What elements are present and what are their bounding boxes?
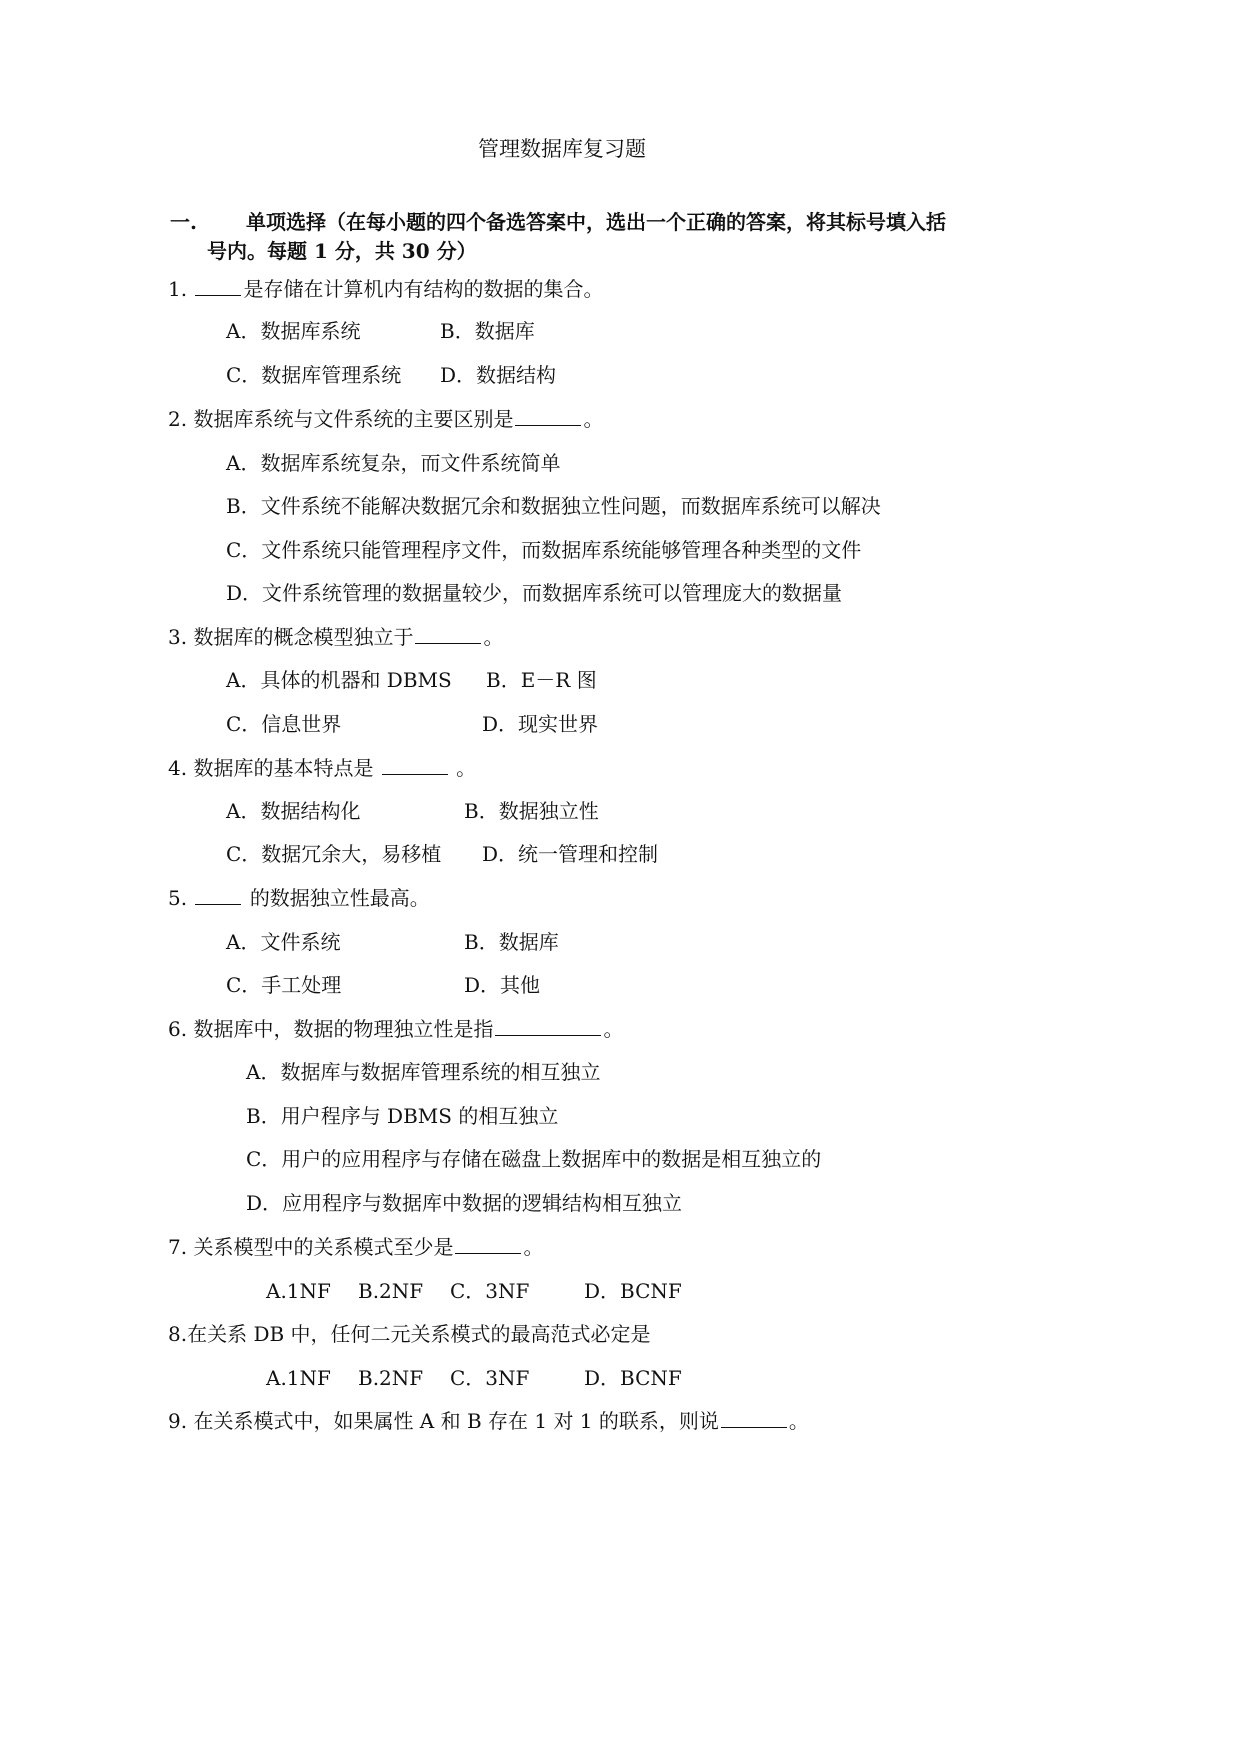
section-number: 一.: [170, 210, 197, 234]
question-text-after: 。: [523, 1235, 544, 1259]
answer-blank: [195, 277, 241, 296]
question-text-after: 。: [583, 407, 604, 431]
question-text: 8.在关系 DB 中，任何二元关系模式的最高范式必定是: [168, 1322, 651, 1346]
question-text: 9. 在关系模式中，如果属性 A 和 B 存在 1 对 1 的联系，则说: [168, 1409, 719, 1433]
question-text-after: 。: [788, 1409, 809, 1433]
question-9: [168, 1409, 809, 1433]
answer-blank: [195, 886, 241, 905]
question-3: [168, 625, 503, 649]
option-8b: B.2NF: [358, 1366, 424, 1390]
option-7d: D．BCNF: [584, 1279, 682, 1303]
answer-blank: [495, 1017, 601, 1036]
question-text: 2. 数据库系统与文件系统的主要区别是: [168, 407, 514, 431]
option-2c: C．文件系统只能管理程序文件，而数据库系统能够管理各种类型的文件: [226, 538, 862, 562]
option-6c: C．用户的应用程序与存储在磁盘上数据库中的数据是相互独立的: [246, 1147, 822, 1171]
option-3c: C．信息世界: [226, 712, 342, 736]
option-1a: A．数据库系统: [226, 319, 361, 343]
question-text: 1.: [168, 277, 188, 301]
question-text: 4. 数据库的基本特点是: [168, 756, 374, 780]
option-3b: B．E－R 图: [486, 668, 597, 692]
question-1: [168, 277, 603, 301]
option-8a: A.1NF: [266, 1366, 331, 1390]
question-8: [168, 1322, 651, 1346]
option-4c: C．数据冗余大，易移植: [226, 842, 442, 866]
question-2: [168, 407, 603, 431]
option-7a: A.1NF: [266, 1279, 331, 1303]
option-7b: B.2NF: [358, 1279, 424, 1303]
question-text: 5.: [168, 886, 188, 910]
question-text-after: 。: [456, 756, 477, 780]
option-8d: D．BCNF: [584, 1366, 682, 1390]
question-text-after: 。: [603, 1017, 624, 1041]
question-text: 3. 数据库的概念模型独立于: [168, 625, 414, 649]
option-5b: B．数据库: [464, 930, 559, 954]
option-2b: B．文件系统不能解决数据冗余和数据独立性问题，而数据库系统可以解决: [226, 494, 881, 518]
option-3d: D．现实世界: [482, 712, 599, 736]
option-1c: C．数据库管理系统: [226, 363, 402, 387]
question-text-after: 。: [483, 625, 504, 649]
section-heading-line2: 号内。每题 1 分，共 30 分）: [207, 239, 477, 263]
option-4a: A．数据结构化: [226, 799, 361, 823]
option-4b: B．数据独立性: [464, 799, 599, 823]
option-4d: D．统一管理和控制: [482, 842, 659, 866]
option-2a: A．数据库系统复杂，而文件系统简单: [226, 451, 561, 475]
option-1b: B．数据库: [440, 319, 535, 343]
option-2d: D．文件系统管理的数据量较少，而数据库系统可以管理庞大的数据量: [226, 581, 843, 605]
question-4: [168, 756, 476, 780]
option-1d: D．数据结构: [440, 363, 557, 387]
option-5c: C．手工处理: [226, 973, 342, 997]
question-text: 6. 数据库中，数据的物理独立性是指: [168, 1017, 494, 1041]
page-title: 管理数据库复习题: [478, 137, 646, 161]
answer-blank: [515, 407, 581, 426]
option-7c: C．3NF: [450, 1279, 530, 1303]
answer-blank: [382, 756, 448, 775]
question-text: 7. 关系模型中的关系模式至少是: [168, 1235, 454, 1259]
option-8c: C．3NF: [450, 1366, 530, 1390]
answer-blank: [721, 1409, 787, 1428]
option-6a: A．数据库与数据库管理系统的相互独立: [246, 1060, 601, 1084]
question-6: [168, 1017, 623, 1041]
question-7: [168, 1235, 543, 1259]
question-5: [168, 886, 430, 910]
option-6d: D．应用程序与数据库中数据的逻辑结构相互独立: [246, 1191, 683, 1215]
option-5a: A．文件系统: [226, 930, 341, 954]
option-3a: A．具体的机器和 DBMS: [226, 668, 452, 692]
answer-blank: [455, 1235, 521, 1254]
section-heading-line1: 单项选择（在每小题的四个备选答案中，选出一个正确的答案，将其标号填入括: [246, 210, 946, 234]
question-text-after: 是存储在计算机内有结构的数据的集合。: [243, 277, 604, 301]
answer-blank: [415, 625, 481, 644]
question-text-after: 的数据独立性最高。: [249, 886, 430, 910]
option-5d: D．其他: [464, 973, 541, 997]
option-6b: B．用户程序与 DBMS 的相互独立: [246, 1104, 559, 1128]
